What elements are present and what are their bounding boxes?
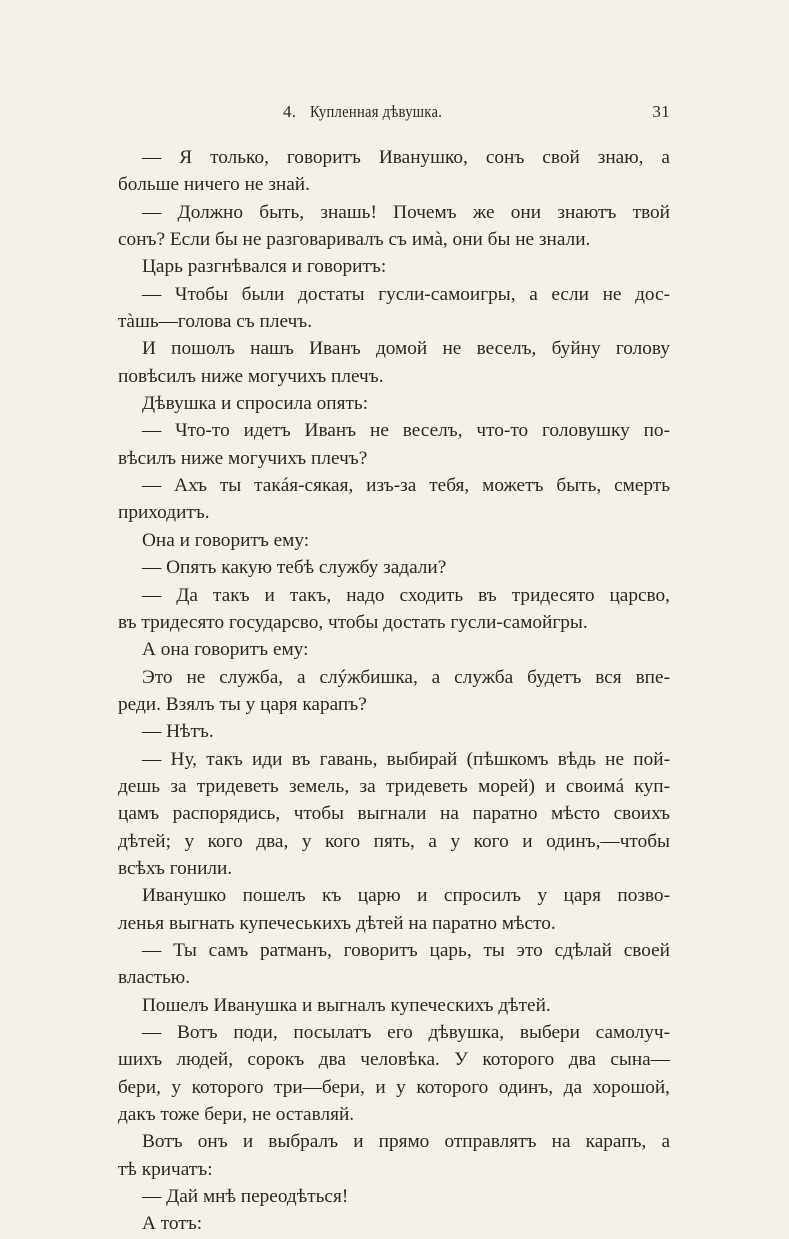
text-line: А тотъ: [142,1213,203,1235]
text-line: — Должно быть, знашь! Почемъ же они знаютъ твой [142,201,670,223]
text-line: дѣтей; у кого два, у кого пять, а у кого и одинъ,—чтобы [118,830,670,852]
text-line: дакъ тоже бери, не оставляй. [118,1104,355,1126]
text-line: сонъ? Если бы не разговаривалъ съ имà, они бы не знали. [118,229,591,251]
text-line: Она и говоритъ ему: [142,529,310,551]
text-line: цамъ распорядись, чтобы выгнали на паратно мѣсто своихъ [118,803,670,825]
text-line: приходитъ. [118,502,210,524]
text-line: реди. Взялъ ты у царя карапъ? [118,693,367,715]
text-line: — Чтобы были достаты гусли-самоигры, а если не дос- [142,283,670,305]
text-line: Царь разгнѣвался и говоритъ: [142,256,387,278]
text-line: Иванушко пошелъ къ царю и спросилъ у царя позво- [142,885,670,907]
text-line: шихъ людей, сорокъ два человѣка. У которого два сына— [118,1049,670,1071]
text-line: — Ну, такъ иди въ гавань, выбирай (пѣшкомъ вѣдь не пой- [142,748,670,770]
text-line: властью. [118,967,191,989]
text-line: ленья выгнать купечеськихъ дѣтей на паратно мѣсто. [118,912,556,934]
text-line: Дѣвушка и спросила опять: [142,393,369,415]
text-line: всѣхъ гонили. [118,857,233,879]
text-line: тàшь—голова съ плечъ. [118,311,313,333]
text-line: — Что-то идетъ Иванъ не веселъ, что-то головушку по- [142,420,670,442]
text-line: — Ахъ ты такáя-сякая, изъ-за тебя, можетъ быть, смерть [142,475,670,497]
text-line: Пошелъ Иванушка и выгналъ купеческихъ дѣтей. [142,994,551,1016]
text-line: вѣсилъ ниже могучихъ плечъ? [118,447,368,469]
text-line: больше ничего не знай. [118,174,310,196]
chapter-title: Купленная дѣвушка. [310,102,443,121]
text-line: — Дай мнѣ переодѣться! [142,1186,349,1208]
running-header [118,102,670,128]
text-line: бери, у которого три—бери, и у которого одинъ, да хорошой, [118,1076,670,1098]
text-line: — Вотъ поди, посылатъ его дѣвушка, выбери самолуч- [142,1022,670,1043]
text-line: — Опять какую тебѣ службу задали? [142,557,447,579]
text-line: — Нѣтъ. [142,721,214,743]
text-line: повѣсилъ ниже могучихъ плечъ. [118,365,384,387]
text-line: тѣ кричатъ: [118,1158,213,1180]
text-line: — Я только, говоритъ Иванушко, сонъ свой знаю, а [142,147,670,168]
text-line: А она говоритъ ему: [142,639,309,661]
text-line: И пошолъ нашъ Иванъ домой не веселъ, буйну голову [142,338,670,360]
text-line: Вотъ онъ и выбралъ и прямо отправлятъ на карапъ, а [142,1131,670,1153]
text-line: въ тридесято государсво, чтобы достать гусли-самойгры. [118,611,588,633]
text-line: дешь за тридеветь земель, за тридеветь морей) и своимá куп- [118,775,670,797]
text-line: — Ты самъ ратманъ, говоритъ царь, ты это сдѣлай своей [142,939,670,961]
body-text [118,144,670,1238]
section-number: 4. [283,102,297,121]
text-line: Это не служба, а слýжбишка, а служба будетъ вся впе- [142,666,670,688]
page-number: 31 [652,102,670,121]
text-line: — Да такъ и такъ, надо сходить въ тридесято царсво, [142,584,670,606]
